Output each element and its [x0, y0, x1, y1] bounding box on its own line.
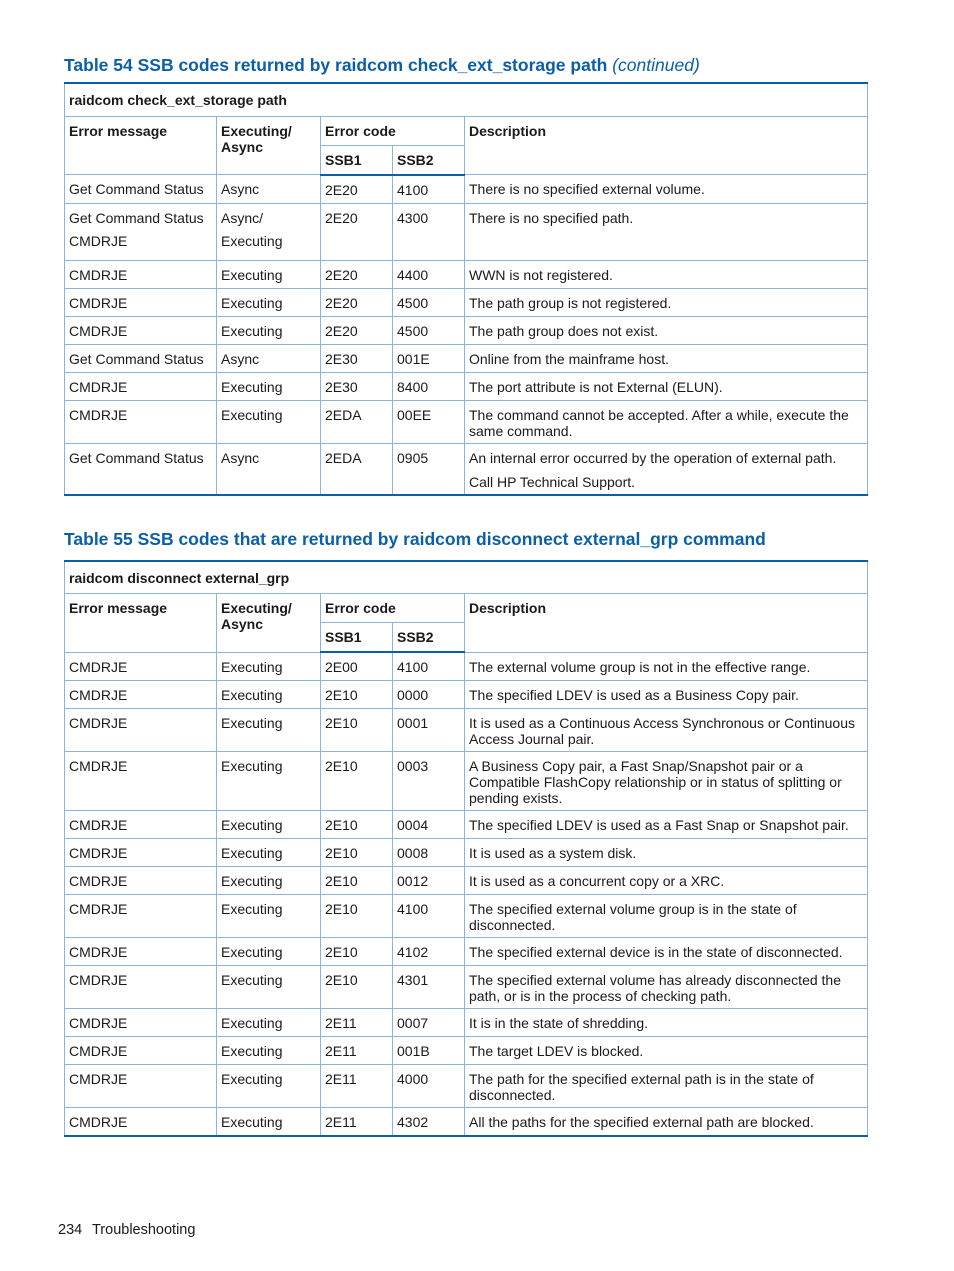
description-cell	[465, 203, 868, 260]
description-cell	[465, 1009, 868, 1037]
description-text: The external volume group is not in the effective range.	[469, 658, 811, 675]
error-message-cell	[65, 895, 217, 938]
table-row	[65, 372, 868, 400]
description-text: Call HP Technical Support.	[469, 473, 636, 490]
description-cell	[465, 344, 868, 372]
executing-cell	[217, 1108, 321, 1137]
table-row	[65, 652, 868, 681]
error-message-cell-line: CMDRJE	[69, 378, 128, 395]
description-cell	[465, 260, 868, 288]
ssb2-cell: 001E	[393, 344, 465, 372]
ssb1-cell: 2E20	[321, 316, 393, 344]
error-message-cell-line: CMDRJE	[69, 1114, 128, 1130]
executing-cell-line: Executing	[221, 901, 283, 917]
ssb1-cell: 2E10	[321, 681, 393, 709]
description-cell	[465, 652, 868, 681]
error-message-cell	[65, 681, 217, 709]
ssb1-cell: 2E11	[321, 1009, 393, 1037]
ssb2-cell: 0008	[393, 839, 465, 867]
ssb1-cell: 2E11	[321, 1037, 393, 1065]
ssb2-cell: 4500	[393, 288, 465, 316]
ssb1-cell: 2E30	[321, 344, 393, 372]
table-row	[65, 895, 868, 938]
error-message-cell-line: CMDRJE	[69, 1043, 128, 1059]
executing-cell	[217, 811, 321, 839]
description-cell	[465, 709, 868, 752]
description-cell	[465, 1037, 868, 1065]
description-cell	[465, 288, 868, 316]
error-message-cell-line: CMDRJE	[69, 845, 128, 861]
table-row	[65, 1037, 868, 1065]
error-message-cell	[65, 288, 217, 316]
ssb1-cell: 2E20	[321, 175, 393, 204]
error-message-cell	[65, 752, 217, 811]
error-message-cell	[65, 1009, 217, 1037]
description-cell	[465, 811, 868, 839]
table-55-command-row	[65, 561, 868, 594]
description-cell	[465, 966, 868, 1009]
error-message-cell-line: CMDRJE	[69, 901, 128, 917]
ssb2-cell: 0004	[393, 811, 465, 839]
error-message-cell-line: CMDRJE	[69, 758, 128, 774]
table-row	[65, 966, 868, 1009]
header-ssb1: SSB1	[321, 145, 393, 175]
description-text: The specified LDEV is used as a Fast Snap or Snapshot pair.	[469, 817, 849, 833]
ssb1-cell: 2E30	[321, 372, 393, 400]
ssb2-cell: 4100	[393, 175, 465, 204]
ssb2-cell: 4000	[393, 1065, 465, 1108]
executing-cell-line: Executing	[221, 1114, 283, 1130]
header-error-message: Error message	[65, 594, 217, 653]
ssb1-cell: 2E10	[321, 867, 393, 895]
description-text: The specified LDEV is used as a Business Copy pair.	[469, 687, 799, 703]
table-row	[65, 400, 868, 443]
table-54-command: raidcom check_ext_storage path	[65, 83, 868, 116]
executing-cell-line: Executing	[221, 658, 283, 675]
description-text: Online from the mainframe host.	[469, 350, 669, 367]
ssb1-cell: 2E10	[321, 752, 393, 811]
ssb2-cell: 0905	[393, 443, 465, 495]
table-54-title-text: Table 54 SSB codes returned by raidcom check_ext_storage path	[64, 55, 608, 75]
table-row	[65, 1108, 868, 1137]
executing-cell-line: Executing	[221, 873, 283, 889]
table-55-title: Table 55 SSB codes that are returned by raidcom disconnect external_grp command	[64, 529, 766, 549]
ssb1-cell: 2E10	[321, 895, 393, 938]
error-message-cell	[65, 867, 217, 895]
error-message-cell	[65, 652, 217, 681]
header-ssb1: SSB1	[321, 623, 393, 653]
error-message-cell	[65, 443, 217, 495]
error-message-cell-line: CMDRJE	[69, 1071, 128, 1087]
ssb2-cell: 4400	[393, 260, 465, 288]
description-text: WWN is not registered.	[469, 266, 613, 283]
error-message-cell	[65, 1065, 217, 1108]
table-row	[65, 811, 868, 839]
header-executing: Executing/	[221, 122, 292, 139]
table-55	[64, 560, 868, 1137]
table-row	[65, 681, 868, 709]
error-message-cell-line: Get Command Status	[69, 181, 204, 197]
executing-cell	[217, 652, 321, 681]
description-cell	[465, 895, 868, 938]
ssb1-cell: 2EDA	[321, 400, 393, 443]
executing-cell-line: Async	[221, 350, 260, 367]
header-error-code: Error code	[321, 116, 465, 145]
ssb1-cell: 2E20	[321, 260, 393, 288]
description-cell	[465, 839, 868, 867]
error-message-cell	[65, 400, 217, 443]
ssb2-cell: 4500	[393, 316, 465, 344]
executing-cell-line: Executing	[221, 294, 283, 311]
error-message-cell	[65, 372, 217, 400]
footer-section: Troubleshooting	[91, 1222, 196, 1238]
executing-cell-line: Async/	[221, 209, 264, 226]
table-54	[64, 82, 868, 496]
error-message-cell	[65, 839, 217, 867]
table-row	[65, 1065, 868, 1108]
error-message-cell-line: CMDRJE	[69, 972, 128, 988]
error-message-cell	[65, 1108, 217, 1137]
executing-cell	[217, 316, 321, 344]
ssb1-cell: 2E11	[321, 1108, 393, 1137]
ssb2-cell: 0012	[393, 867, 465, 895]
ssb1-cell: 2E10	[321, 709, 393, 752]
ssb1-cell: 2E11	[321, 1065, 393, 1108]
table-row	[65, 175, 868, 204]
executing-cell	[217, 966, 321, 1009]
executing-cell	[217, 1065, 321, 1108]
description-text: The specified external volume group is in the state of disconnected.	[469, 901, 797, 933]
description-text: A Business Copy pair, a Fast Snap/Snapshot pair or a Compatible FlashCopy relationship or in status of splitting or pending exists.	[469, 758, 842, 806]
description-text: The specified external device is in the state of disconnected.	[469, 944, 843, 960]
error-message-cell	[65, 1037, 217, 1065]
error-message-cell-line: CMDRJE	[69, 873, 128, 889]
header-executing-async	[217, 594, 321, 653]
executing-cell	[217, 938, 321, 966]
executing-cell-line: Executing	[221, 232, 283, 249]
ssb1-cell: 2E10	[321, 839, 393, 867]
error-message-cell-line: CMDRJE	[69, 817, 128, 833]
executing-cell-line: Executing	[221, 266, 283, 283]
description-text: The path group does not exist.	[469, 322, 659, 339]
ssb2-cell: 0007	[393, 1009, 465, 1037]
error-message-cell-line: Get Command Status	[69, 449, 204, 466]
executing-cell	[217, 175, 321, 204]
header-error-message: Error message	[65, 116, 217, 175]
table-row	[65, 752, 868, 811]
error-message-cell-line: CMDRJE	[69, 658, 128, 675]
error-message-cell-line: CMDRJE	[69, 944, 128, 960]
executing-cell-line: Executing	[221, 817, 283, 833]
description-cell	[465, 867, 868, 895]
ssb1-cell: 2E10	[321, 811, 393, 839]
description-text: The command cannot be accepted. After a while, execute the same command.	[469, 406, 849, 439]
table-row	[65, 288, 868, 316]
ssb2-cell: 001B	[393, 1037, 465, 1065]
table-54-continued-label: (continued)	[612, 55, 700, 75]
description-text: All the paths for the specified external path are blocked.	[469, 1114, 814, 1130]
header-async: Async	[221, 138, 264, 155]
table-row	[65, 344, 868, 372]
page-number: 234	[58, 1222, 83, 1238]
description-cell	[465, 400, 868, 443]
executing-cell	[217, 681, 321, 709]
ssb2-cell: 00EE	[393, 400, 465, 443]
table-row	[65, 938, 868, 966]
table-row	[65, 203, 868, 260]
error-message-cell-line: CMDRJE	[69, 715, 128, 731]
ssb1-cell: 2EDA	[321, 443, 393, 495]
executing-cell-line: Executing	[221, 1071, 283, 1087]
error-message-cell	[65, 811, 217, 839]
ssb2-cell: 4300	[393, 203, 465, 260]
table-row	[65, 260, 868, 288]
error-message-cell	[65, 344, 217, 372]
description-text: The target LDEV is blocked.	[469, 1043, 644, 1059]
header-async: Async	[221, 616, 264, 632]
table-row	[65, 443, 868, 495]
executing-cell	[217, 400, 321, 443]
description-cell	[465, 443, 868, 495]
ssb1-cell: 2E00	[321, 652, 393, 681]
executing-cell	[217, 344, 321, 372]
description-text: There is no specified path.	[469, 209, 634, 226]
executing-cell-line: Executing	[221, 972, 283, 988]
header-description: Description	[465, 116, 868, 175]
executing-cell	[217, 895, 321, 938]
executing-cell-line: Async	[221, 449, 260, 466]
description-cell	[465, 175, 868, 204]
description-text: It is in the state of shredding.	[469, 1015, 648, 1031]
error-message-cell-line: CMDRJE	[69, 1015, 128, 1031]
ssb2-cell: 8400	[393, 372, 465, 400]
ssb2-cell: 0001	[393, 709, 465, 752]
executing-cell	[217, 203, 321, 260]
error-message-cell-line: CMDRJE	[69, 322, 128, 339]
table-54-body	[65, 83, 868, 495]
error-message-cell-line: CMDRJE	[69, 232, 128, 249]
description-cell	[465, 316, 868, 344]
executing-cell-line: Executing	[221, 715, 283, 731]
table-row	[65, 867, 868, 895]
ssb2-cell: 0000	[393, 681, 465, 709]
description-cell	[465, 938, 868, 966]
description-text: There is no specified external volume.	[469, 181, 705, 197]
table-row	[65, 839, 868, 867]
table-54-title	[64, 55, 700, 76]
ssb1-cell: 2E10	[321, 966, 393, 1009]
error-message-cell-line: Get Command Status	[69, 209, 204, 226]
executing-cell-line: Executing	[221, 378, 283, 395]
table-row	[65, 316, 868, 344]
error-message-cell-line: CMDRJE	[69, 406, 128, 423]
description-cell	[465, 681, 868, 709]
executing-cell-line: Executing	[221, 1043, 283, 1059]
ssb2-cell: 0003	[393, 752, 465, 811]
table-55-header-row	[65, 594, 868, 623]
executing-cell-line: Executing	[221, 1015, 283, 1031]
error-message-cell	[65, 260, 217, 288]
error-message-cell	[65, 709, 217, 752]
executing-cell	[217, 839, 321, 867]
executing-cell-line: Executing	[221, 406, 283, 423]
ssb1-cell: 2E20	[321, 288, 393, 316]
executing-cell-line: Executing	[221, 758, 283, 774]
error-message-cell-line: CMDRJE	[69, 266, 128, 283]
error-message-cell-line: Get Command Status	[69, 350, 204, 367]
description-text: The path for the specified external path is in the state of disconnected.	[469, 1071, 814, 1103]
description-text: It is used as a system disk.	[469, 845, 637, 861]
description-text: The specified external volume has already disconnected the path, or is in the process of checking path.	[469, 972, 841, 1004]
table-55-body	[65, 561, 868, 1136]
description-text: It is used as a Continuous Access Synchronous or Continuous Access Journal pair.	[469, 715, 855, 747]
table-55-command: raidcom disconnect external_grp	[65, 561, 868, 594]
ssb2-cell: 4302	[393, 1108, 465, 1137]
page-footer	[58, 1222, 195, 1238]
header-ssb2: SSB2	[393, 623, 465, 653]
header-executing-async	[217, 116, 321, 175]
table-row	[65, 709, 868, 752]
ssb1-cell: 2E20	[321, 203, 393, 260]
header-executing: Executing/	[221, 600, 292, 616]
executing-cell-line: Async	[221, 181, 260, 197]
executing-cell	[217, 288, 321, 316]
header-description: Description	[465, 594, 868, 653]
error-message-cell	[65, 203, 217, 260]
description-text: The port attribute is not External (ELUN).	[469, 378, 723, 395]
error-message-cell	[65, 175, 217, 204]
executing-cell	[217, 1009, 321, 1037]
executing-cell	[217, 752, 321, 811]
header-error-code: Error code	[321, 594, 465, 623]
error-message-cell-line: CMDRJE	[69, 687, 128, 703]
error-message-cell	[65, 316, 217, 344]
description-cell	[465, 1065, 868, 1108]
executing-cell	[217, 372, 321, 400]
table-row	[65, 1009, 868, 1037]
table-54-command-row	[65, 83, 868, 116]
ssb2-cell: 4100	[393, 652, 465, 681]
error-message-cell-line: CMDRJE	[69, 294, 128, 311]
description-cell	[465, 752, 868, 811]
description-cell	[465, 372, 868, 400]
ssb2-cell: 4100	[393, 895, 465, 938]
executing-cell-line: Executing	[221, 687, 283, 703]
ssb1-cell: 2E10	[321, 938, 393, 966]
description-cell	[465, 1108, 868, 1137]
error-message-cell	[65, 938, 217, 966]
description-text: An internal error occurred by the operation of external path.	[469, 449, 837, 466]
executing-cell	[217, 709, 321, 752]
ssb2-cell: 4102	[393, 938, 465, 966]
description-text: The path group is not registered.	[469, 294, 672, 311]
executing-cell	[217, 260, 321, 288]
executing-cell	[217, 867, 321, 895]
table-54-header-row	[65, 116, 868, 145]
description-text: It is used as a concurrent copy or a XRC.	[469, 873, 725, 889]
ssb2-cell: 4301	[393, 966, 465, 1009]
executing-cell	[217, 1037, 321, 1065]
executing-cell-line: Executing	[221, 322, 283, 339]
header-ssb2: SSB2	[393, 145, 465, 175]
executing-cell	[217, 443, 321, 495]
executing-cell-line: Executing	[221, 944, 283, 960]
error-message-cell	[65, 966, 217, 1009]
executing-cell-line: Executing	[221, 845, 283, 861]
